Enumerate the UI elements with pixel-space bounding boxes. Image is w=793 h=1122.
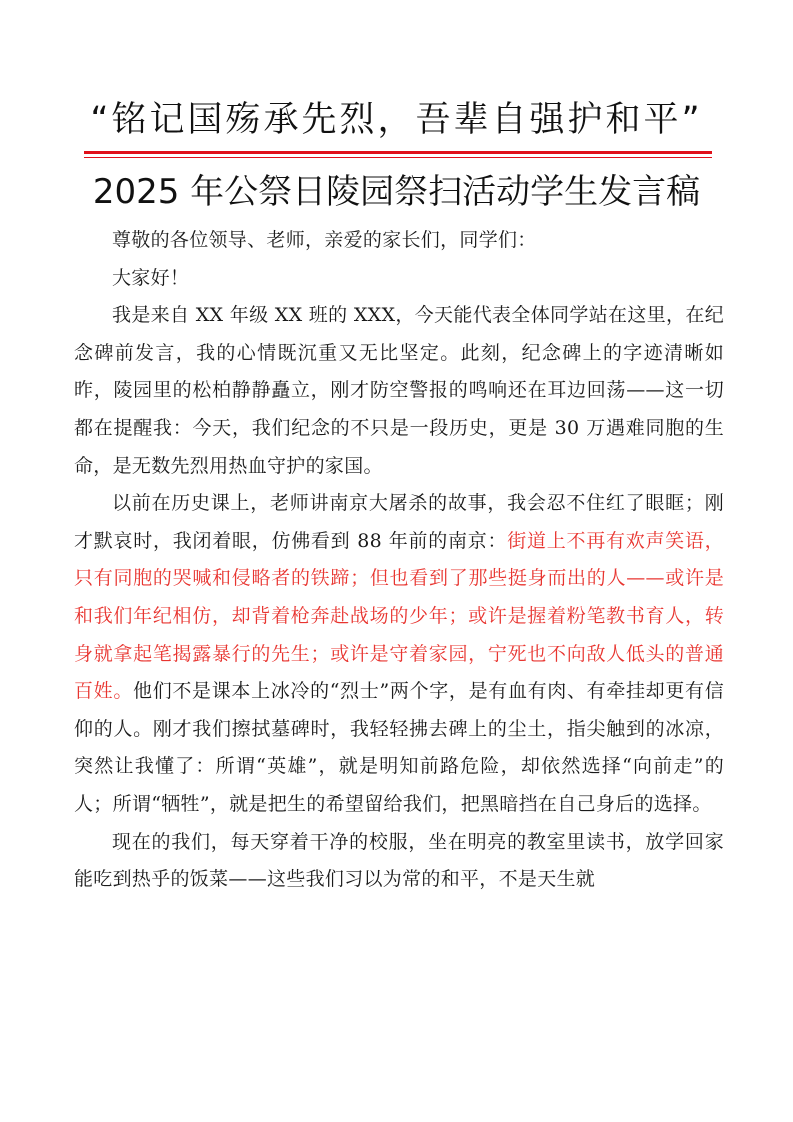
paragraph-3: 现在的我们，每天穿着干净的校服，坐在明亮的教室里读书，放学回家能吃到热乎的饭菜——这些我们习以为常的和平，不是天生就	[74, 830, 724, 891]
paragraph-2-highlight: 街道上不再有欢声笑语，只有同胞的哭喊和侵略者的铁蹄；但也看到了那些挺身而出的人——或许是和我们年纪相仿，却背着枪奔赴战场的少年；或许是握着粉笔教书育人，转身就拿起笔揭露暴行的先生；或许是守着家园，宁死也不向敌人低头的普通百姓。	[74, 529, 724, 703]
paragraph-2	[74, 485, 724, 823]
slogan-headline: “铭记国殇承先烈，吾辈自强护和平”	[90, 100, 703, 140]
greeting: 大家好！	[112, 266, 190, 289]
paragraph-1: 我是来自 XX 年级 XX 班的 XXX，今天能代表全体同学站在这里，在纪念碑前发言，我的心情既沉重又无比坚定。此刻，纪念碑上的字迹清晰如昨，陵园里的松柏静静矗立，刚才防空警报的鸣响还在耳边回荡——这一切都在提醒我：今天，我们纪念的不只是一段历史，更是 30 万遇难同胞的生命，是无数先烈用热血守护的家国。	[74, 304, 724, 477]
salutation: 尊敬的各位领导、老师，亲爱的家长们，同学们：	[112, 229, 537, 251]
speech-body	[74, 222, 724, 899]
speech-title: 2025 年公祭日陵园祭扫活动学生发言稿	[92, 172, 701, 212]
red-divider-thin	[84, 157, 712, 158]
paragraph-2-end: 他们不是课本上冰冷的“烈士”两个字，是有血有肉、有牵挂却更有信仰的人。刚才我们擦拭墓碑时，我轻轻拂去碑上的尘土，指尖触到的冰凉，突然让我懂了：所谓“英雄”，就是明知前路危险，却依然选择“向前走”的人；所谓“牺牲”，就是把生的希望留给我们，把黑暗挡在自己身后的选择。	[74, 680, 724, 815]
paragraph-2-start: 以前在历史课上，老师讲南京大屠杀的故事，我会忍不住红了眼眶；刚才默哀时，我闭着眼，仿佛看到 88 年前的南京：	[74, 492, 724, 552]
red-divider-thick	[84, 151, 712, 154]
